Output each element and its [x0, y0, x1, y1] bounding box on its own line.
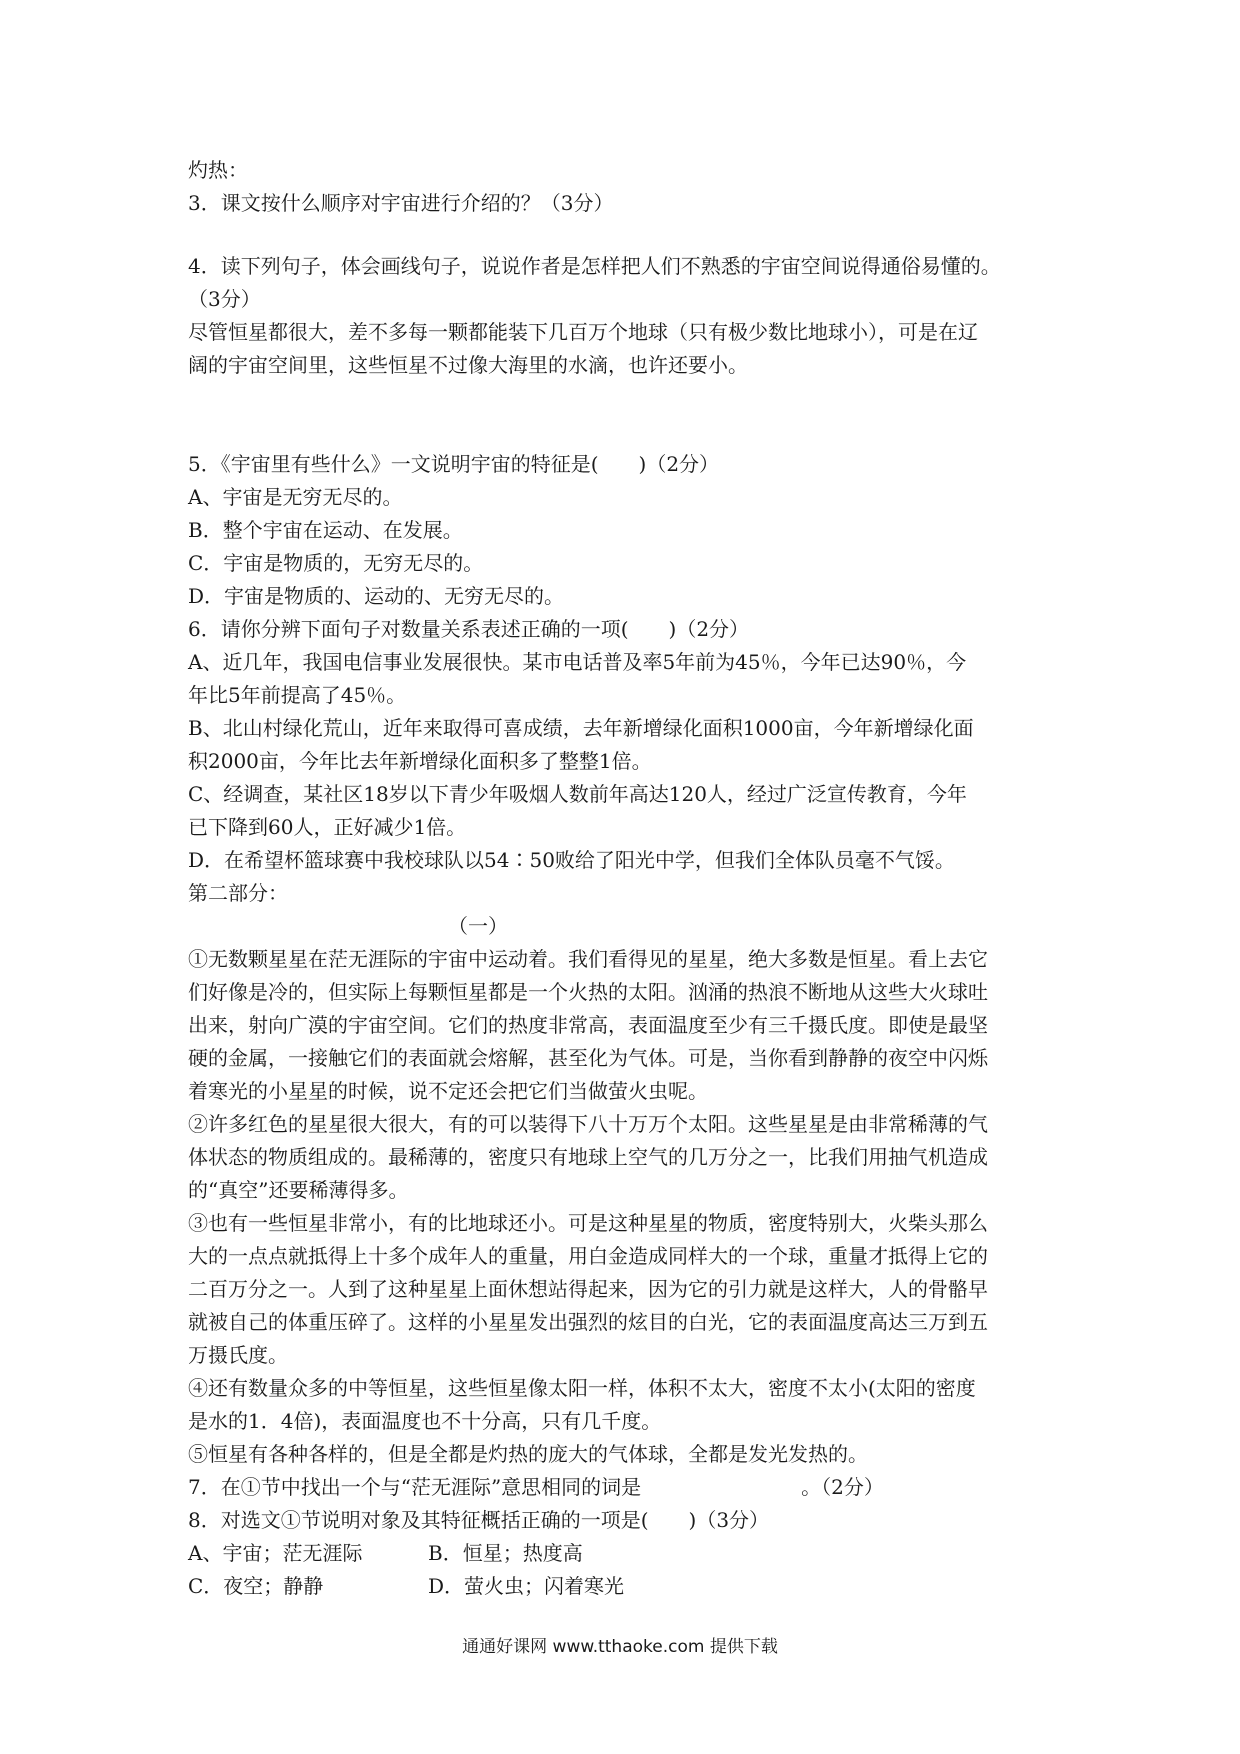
question-3: 3．课文按什么顺序对宇宙进行介绍的？（3分） [188, 191, 614, 215]
passage-line: 着寒光的小星星的时候，说不定还会把它们当做萤火虫呢。 [188, 1079, 708, 1103]
passage-line: 就被自己的体重压碎了。这样的小星星发出强烈的炫目的白光，它的表面温度高达三万到五 [188, 1310, 988, 1334]
question-6: 6．请你分辨下面句子对数量关系表述正确的一项( )（2分） [188, 617, 750, 641]
passage-line: ⑤恒星有各种各样的，但是全都是灼热的庞大的气体球，全都是发光发热的。 [188, 1442, 868, 1466]
option-d: D．萤火虫；闪着寒光 [428, 1574, 625, 1598]
q8-options-row-1 [188, 1537, 1068, 1570]
option-a: A、宇宙；茫无涯际 [188, 1541, 363, 1565]
question-4-score: （3分） [188, 287, 261, 311]
passage-line: 万摄氏度。 [188, 1343, 288, 1367]
exam-content [188, 154, 1068, 1603]
option: D．宇宙是物质的、运动的、无穷无尽的。 [188, 584, 565, 608]
passage-line: 体状态的物质组成的。最稀薄的，密度只有地球上空气的几万分之一，比我们用抽气机造成 [188, 1145, 988, 1169]
passage-line: 出来，射向广漠的宇宙空间。它们的热度非常高，表面温度至少有三千摄氏度。即使是最坚 [188, 1013, 988, 1037]
text-line: 灼热： [188, 158, 248, 182]
option: D．在希望杯篮球赛中我校球队以54∶50败给了阳光中学，但我们全体队员毫不气馁。 [188, 848, 955, 872]
section-heading: （一） [448, 914, 508, 938]
option-b: B．恒星；热度高 [428, 1541, 583, 1565]
passage-line: 硬的金属，一接触它们的表面就会熔解，甚至化为气体。可是，当你看到静静的夜空中闪烁 [188, 1046, 988, 1070]
option: B．整个宇宙在运动、在发展。 [188, 518, 463, 542]
passage-line: ①无数颗星星在茫无涯际的宇宙中运动着。我们看得见的星星，绝大多数是恒星。看上去它 [188, 947, 988, 971]
question-8: 8．对选文①节说明对象及其特征概括正确的一项是( )（3分） [188, 1508, 770, 1532]
passage-line: 们好像是冷的，但实际上每颗恒星都是一个火热的太阳。汹涌的热浪不断地从这些大火球吐 [188, 980, 988, 1004]
option: A、近几年，我国电信事业发展很快。某市电话普及率5年前为45％，今年已达90％，今 [188, 650, 967, 674]
passage-line: 是水的1．4倍)，表面温度也不十分高，只有几千度。 [188, 1409, 662, 1433]
question-7: 7．在①节中找出一个与“茫无涯际”意思相同的词是 。（2分） [188, 1475, 884, 1499]
option: 积2000亩，今年比去年新增绿化面积多了整整1倍。 [188, 749, 652, 773]
passage-line: ④还有数量众多的中等恒星，这些恒星像太阳一样，体积不太大，密度不太小(太阳的密度 [188, 1376, 976, 1400]
option: 已下降到60人，正好减少1倍。 [188, 815, 467, 839]
answer-space [188, 220, 1068, 250]
option: B、北山村绿化荒山，近年来取得可喜成绩，去年新增绿化面积1000亩，今年新增绿化面 [188, 716, 974, 740]
q8-options-row-2 [188, 1570, 1068, 1603]
option: A、宇宙是无穷无尽的。 [188, 485, 403, 509]
option-c: C．夜空；静静 [188, 1574, 324, 1598]
question-4: 4．读下列句子，体会画线句子，说说作者是怎样把人们不熟悉的宇宙空间说得通俗易懂的。 [188, 254, 1001, 278]
passage-line: ②许多红色的星星很大很大，有的可以装得下八十万万个太阳。这些星星是由非常稀薄的气 [188, 1112, 988, 1136]
passage-line: 大的一点点就抵得上十多个成年人的重量，用白金造成同样大的一个球，重量才抵得上它的 [188, 1244, 988, 1268]
passage-line: 二百万分之一。人到了这种星星上面休想站得起来，因为它的引力就是这样大，人的骨骼早 [188, 1277, 988, 1301]
quoted-sentence: 阔的宇宙空间里，这些恒星不过像大海里的水滴，也许还要小。 [188, 353, 748, 377]
section-label: 第二部分： [188, 881, 288, 905]
footer-watermark: 通通好课网 www.tthaoke.com 提供下载 [462, 1637, 778, 1657]
option: C．宇宙是物质的，无穷无尽的。 [188, 551, 484, 575]
option: 年比5年前提高了45％。 [188, 683, 407, 707]
option: C、经调查，某社区18岁以下青少年吸烟人数前年高达120人，经过广泛宣传教育，今年 [188, 782, 967, 806]
quoted-sentence: 尽管恒星都很大，差不多每一颗都能装下几百万个地球（只有极少数比地球小），可是在辽 [188, 320, 978, 344]
passage-line: 的“真空”还要稀薄得多。 [188, 1178, 409, 1202]
passage-line: ③也有一些恒星非常小，有的比地球还小。可是这种星星的物质，密度特别大，火柴头那么 [188, 1211, 988, 1235]
answer-space [188, 382, 1068, 448]
question-5: 5．《宇宙里有些什么》一文说明宇宙的特征是( )（2分） [188, 452, 720, 476]
